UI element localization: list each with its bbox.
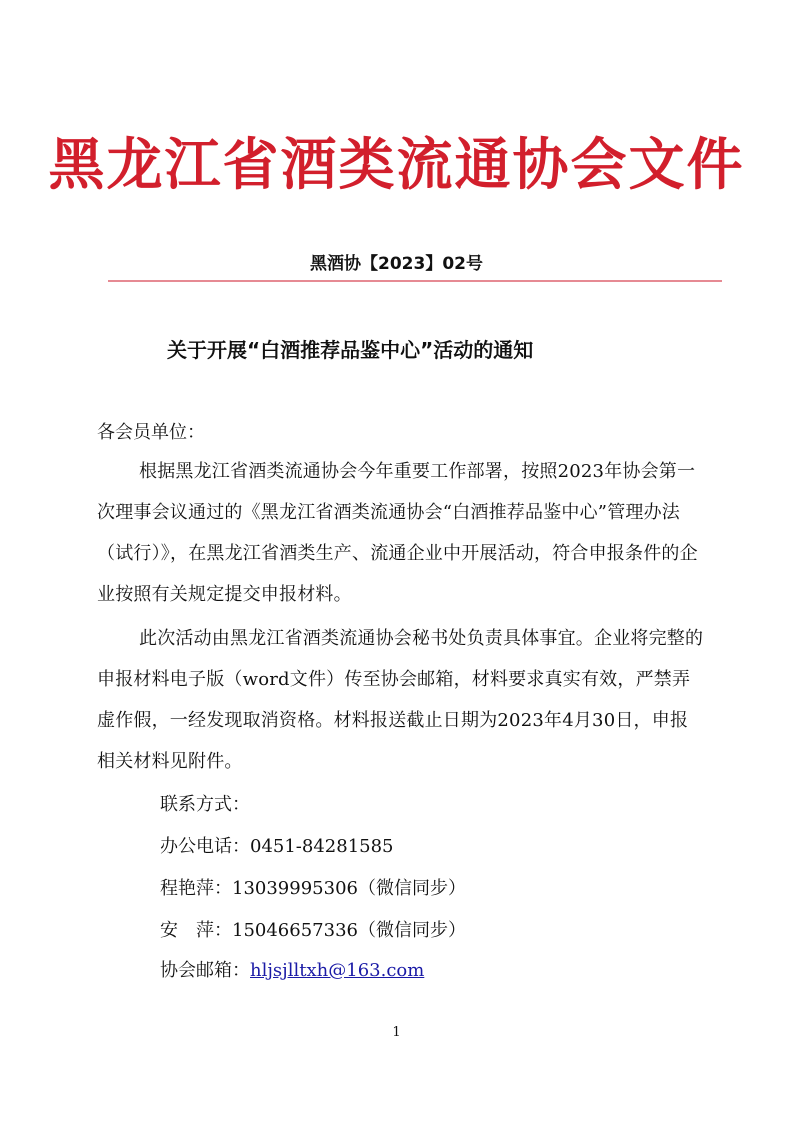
email-label: 协会邮箱：: [160, 960, 250, 981]
body-paragraph-2: 此次活动由黑龙江省酒类流通协会秘书处负责具体事宜。企业将完整的申报材料电子版（word文件）传至协会邮箱，材料要求真实有效，严禁弄虚作假，一经发现取消资格。材料报送截止日期为2023年4月30日，申报相关材料见附件。: [97, 628, 704, 772]
email-link[interactable]: hljsjlltxh@163.com: [250, 960, 425, 981]
association-email: [160, 956, 424, 986]
contact-an-ping: 安 萍：15046657336（微信同步）: [160, 920, 466, 941]
contact-heading: 联系方式：: [160, 794, 250, 815]
header-divider: [108, 280, 722, 282]
page-number: 1: [392, 1025, 401, 1040]
document-header-title: 黑龙江省酒类流通协会文件: [48, 132, 745, 198]
document-number: 黑酒协【2023】02号: [310, 254, 483, 274]
contact-cheng-yanping: 程艳萍：13039995306（微信同步）: [160, 878, 466, 899]
body-paragraph-1: 根据黑龙江省酒类流通协会今年重要工作部署，按照2023年协会第一次理事会议通过的《黑龙江省酒类流通协会“白酒推荐品鉴中心”管理办法（试行）》，在黑龙江省酒类生产、流通企业中开展活动，符合申报条件的企业按照有关规定提交申报材料。: [97, 461, 698, 605]
salutation: 各会员单位：: [97, 422, 205, 443]
office-phone: 办公电话：0451-84281585: [160, 836, 394, 857]
notice-title: 关于开展“白酒推荐品鉴中心”活动的通知: [167, 338, 534, 362]
